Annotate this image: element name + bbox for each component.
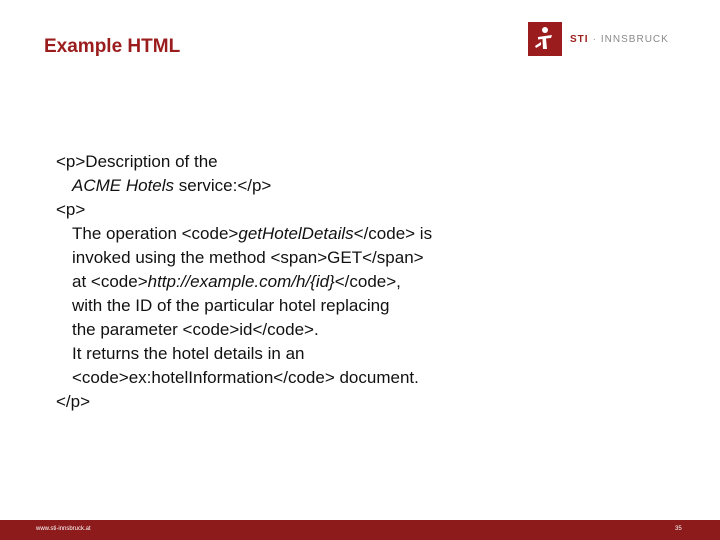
code-line: with the ID of the particular hotel replacing (72, 296, 390, 315)
code-text: </code> is (353, 224, 433, 243)
code-line: </p> (56, 392, 91, 411)
sti-logo-icon (528, 22, 562, 56)
code-text: at <code> (72, 272, 148, 291)
logo-sti: STI (570, 33, 589, 45)
footer-bar (0, 520, 720, 540)
code-italic: ACME Hotels (72, 176, 175, 195)
sti-logo (528, 22, 669, 56)
code-line (56, 222, 432, 246)
logo-city: INNSBRUCK (600, 33, 669, 45)
html-code-example (56, 150, 432, 414)
code-line: <p>Description of the (56, 152, 218, 171)
code-line: <code>ex:hotelInformation</code> document. (72, 368, 419, 387)
code-line (56, 270, 432, 294)
footer-url[interactable]: www.sti-innsbruck.at (36, 526, 91, 532)
code-line: <p> (56, 200, 86, 219)
page-number: 35 (675, 526, 682, 532)
code-text: service:</p> (174, 176, 272, 195)
code-line: invoked using the method <span>GET</span> (72, 248, 424, 267)
code-text: The operation <code> (72, 224, 239, 243)
logo-text (570, 34, 669, 45)
slide-title: Example HTML (44, 36, 181, 57)
code-italic: getHotelDetails (238, 224, 354, 243)
code-line (56, 174, 432, 198)
code-text: </code>, (334, 272, 401, 291)
code-italic: http://example.com/h/{id} (147, 272, 335, 291)
code-line: It returns the hotel details in an (72, 344, 305, 363)
code-line: the parameter <code>id</code>. (72, 320, 319, 339)
logo-separator: · (592, 33, 597, 45)
